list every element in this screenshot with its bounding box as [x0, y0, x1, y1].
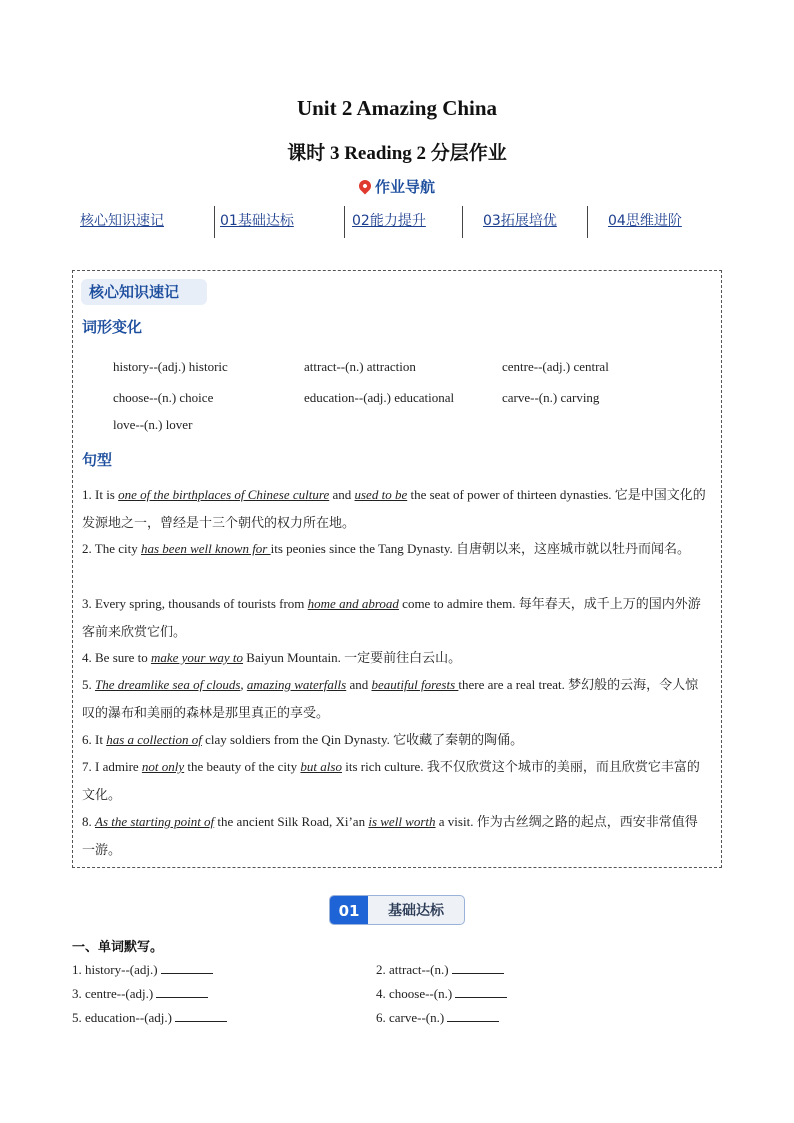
question-item: 5. education--(adj.)	[72, 1010, 227, 1026]
word-form-item: love--(n.) lover	[113, 417, 193, 432]
question-item: 4. choose--(n.)	[376, 986, 507, 1002]
nav-divider	[462, 206, 463, 238]
nav-item-04[interactable]: 04思维进阶	[608, 213, 682, 229]
question-item: 2. attract--(n.)	[376, 962, 504, 978]
word-forms-title: 词形变化	[82, 318, 143, 336]
part-title: 一、单词默写。	[72, 940, 164, 955]
answer-blank[interactable]	[161, 962, 213, 974]
nav-divider	[344, 206, 345, 238]
page-title: Unit 2 Amazing China	[296, 96, 498, 120]
core-knowledge-heading: 核心知识速记	[81, 279, 207, 305]
question-item: 3. centre--(adj.)	[72, 986, 208, 1002]
word-form-item: choose--(n.) choice	[113, 390, 214, 405]
answer-blank[interactable]	[156, 986, 208, 998]
word-form-item: carve--(n.) carving	[502, 390, 600, 405]
nav-title	[0, 176, 794, 197]
sentence-item: 7. I admire not only the beauty of the city but also its rich culture. 我不仅欣赏这个城市的美丽，而且欣赏它丰富的文化。	[82, 759, 700, 803]
sentence-item: 4. Be sure to make your way to Baiyun Mountain. 一定要前往白云山。	[82, 650, 462, 666]
sentence-item: 3. Every spring, thousands of tourists from home and abroad come to admire them. 每年春天，成千上万的国内外游客前来欣赏它们。	[82, 596, 701, 640]
nav-title-label: 作业导航	[374, 178, 435, 196]
question-item: 6. carve--(n.)	[376, 1010, 499, 1026]
nav-item-core[interactable]: 核心知识速记	[80, 213, 164, 229]
section-number: 01	[330, 896, 368, 925]
nav-item-03[interactable]: 03拓展培优	[483, 213, 557, 229]
homework-nav	[72, 206, 722, 240]
section-label: 基础达标	[388, 903, 444, 919]
answer-blank[interactable]	[447, 1010, 499, 1022]
word-form-item: history--(adj.) historic	[113, 359, 228, 374]
answer-blank[interactable]	[175, 1010, 227, 1022]
sentence-item: 5. The dreamlike sea of clouds, amazing waterfalls and beautiful forests there are a real treat. 梦幻般的云海，令人惊叹的瀑布和美丽的森林是那里真正的享受。	[82, 677, 699, 721]
word-form-item: centre--(adj.) central	[502, 359, 609, 374]
word-form-item: education--(adj.) educational	[304, 390, 455, 405]
sentences-title: 句型	[82, 451, 113, 469]
nav-item-02[interactable]: 02能力提升	[352, 213, 426, 229]
sentence-item: 6. It has a collection of clay soldiers from the Qin Dynasty. 它收藏了秦朝的陶俑。	[82, 732, 524, 748]
sentence-item: 8. As the starting point of the ancient Silk Road, Xi’an is well worth a visit. 作为古丝绸之路的起点，西安非常值得一游。	[82, 814, 698, 858]
question-item: 1. history--(adj.)	[72, 962, 213, 978]
answer-blank[interactable]	[455, 986, 507, 998]
sentence-item: 2. The city has been well known for its peonies since the Tang Dynasty. 自唐朝以来，这座城市就以牡丹而闻名。	[82, 541, 691, 557]
word-form-item: attract--(n.) attraction	[304, 359, 416, 374]
nav-item-01[interactable]: 01基础达标	[220, 213, 294, 229]
section-01-badge	[329, 895, 465, 925]
page-subtitle: 课时 3 Reading 2 分层作业	[287, 143, 507, 164]
answer-blank[interactable]	[452, 962, 504, 974]
sentence-item: 1. It is one of the birthplaces of Chinese culture and used to be the seat of power of thirteen dynasties. 它是中国文化的发源地之一，曾经是十三个朝代的权力所在地。	[82, 487, 706, 531]
location-pin-icon	[356, 178, 373, 195]
nav-divider	[214, 206, 215, 238]
nav-divider	[587, 206, 588, 238]
